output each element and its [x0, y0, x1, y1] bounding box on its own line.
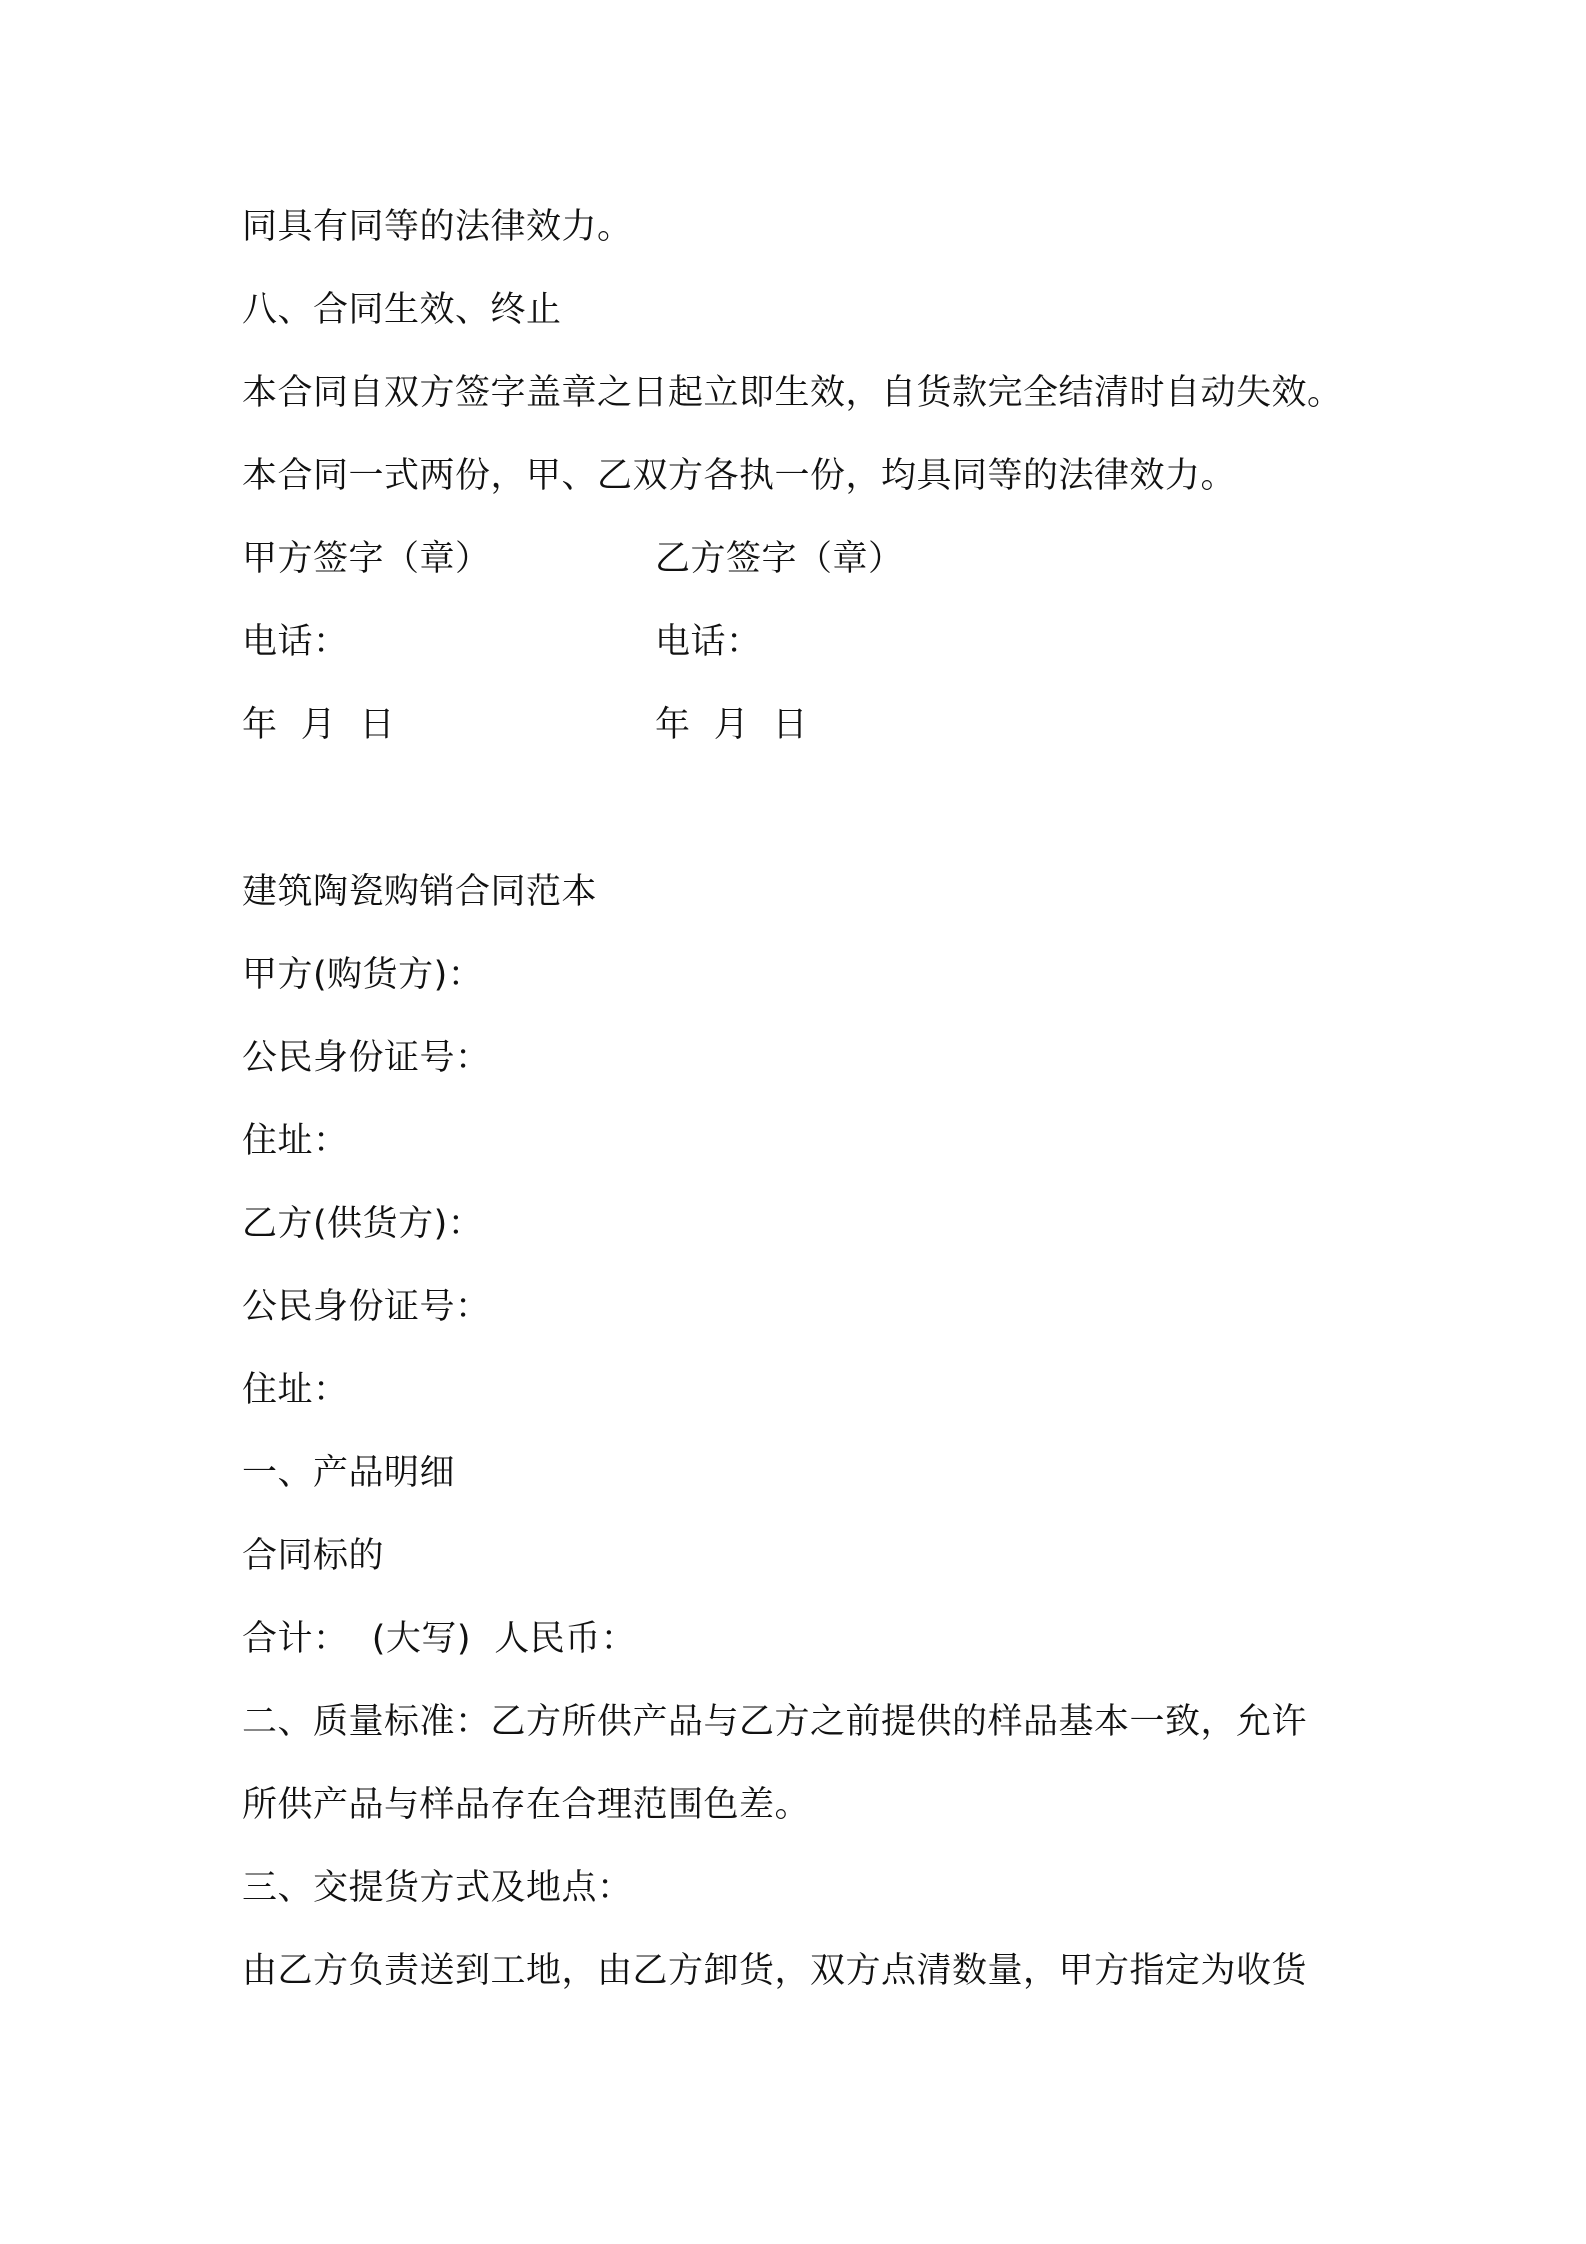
party-a-sign-label: 甲方签字（章） [242, 539, 491, 579]
party-b-sign-label: 乙方签字（章） [655, 539, 904, 579]
party-a-address-label: 住址： [242, 1121, 349, 1161]
party-b-address-label: 住址： [242, 1370, 349, 1410]
section-eight-heading: 八、合同生效、终止 [242, 290, 562, 330]
section-two-line-2: 所供产品与样品存在合理范围色差。 [242, 1785, 811, 1825]
party-a-date-label: 年 月 日 [242, 705, 396, 745]
section-eight-paragraph-1: 本合同自双方签字盖章之日起立即生效，自货款完全结清时自动失效。 [242, 373, 1343, 413]
section-one-heading: 一、产品明细 [242, 1453, 456, 1493]
party-a-phone-label: 电话： [242, 622, 349, 662]
section-eight-paragraph-2: 本合同一式两份，甲、乙双方各执一份，均具同等的法律效力。 [242, 456, 1237, 496]
section-three-line-1: 由乙方负责送到工地，由乙方卸货，双方点清数量，甲方指定为收货 [242, 1951, 1308, 1991]
party-a-label: 甲方(购货方)： [242, 955, 484, 995]
party-a-id-label: 公民身份证号： [242, 1038, 491, 1078]
continued-text: 同具有同等的法律效力。 [242, 207, 633, 247]
party-b-phone-label: 电话： [655, 622, 762, 662]
total-amount-label: 合计： (大写) 人民币： [242, 1619, 637, 1659]
contract-title: 建筑陶瓷购销合同范本 [242, 872, 598, 912]
party-b-id-label: 公民身份证号： [242, 1287, 491, 1327]
contract-subject: 合同标的 [242, 1536, 385, 1576]
section-three-heading: 三、交提货方式及地点： [242, 1868, 633, 1908]
party-b-date-label: 年 月 日 [655, 705, 809, 745]
party-b-label: 乙方(供货方)： [242, 1204, 484, 1244]
section-two-line-1: 二、质量标准：乙方所供产品与乙方之前提供的样品基本一致，允许 [242, 1702, 1308, 1742]
